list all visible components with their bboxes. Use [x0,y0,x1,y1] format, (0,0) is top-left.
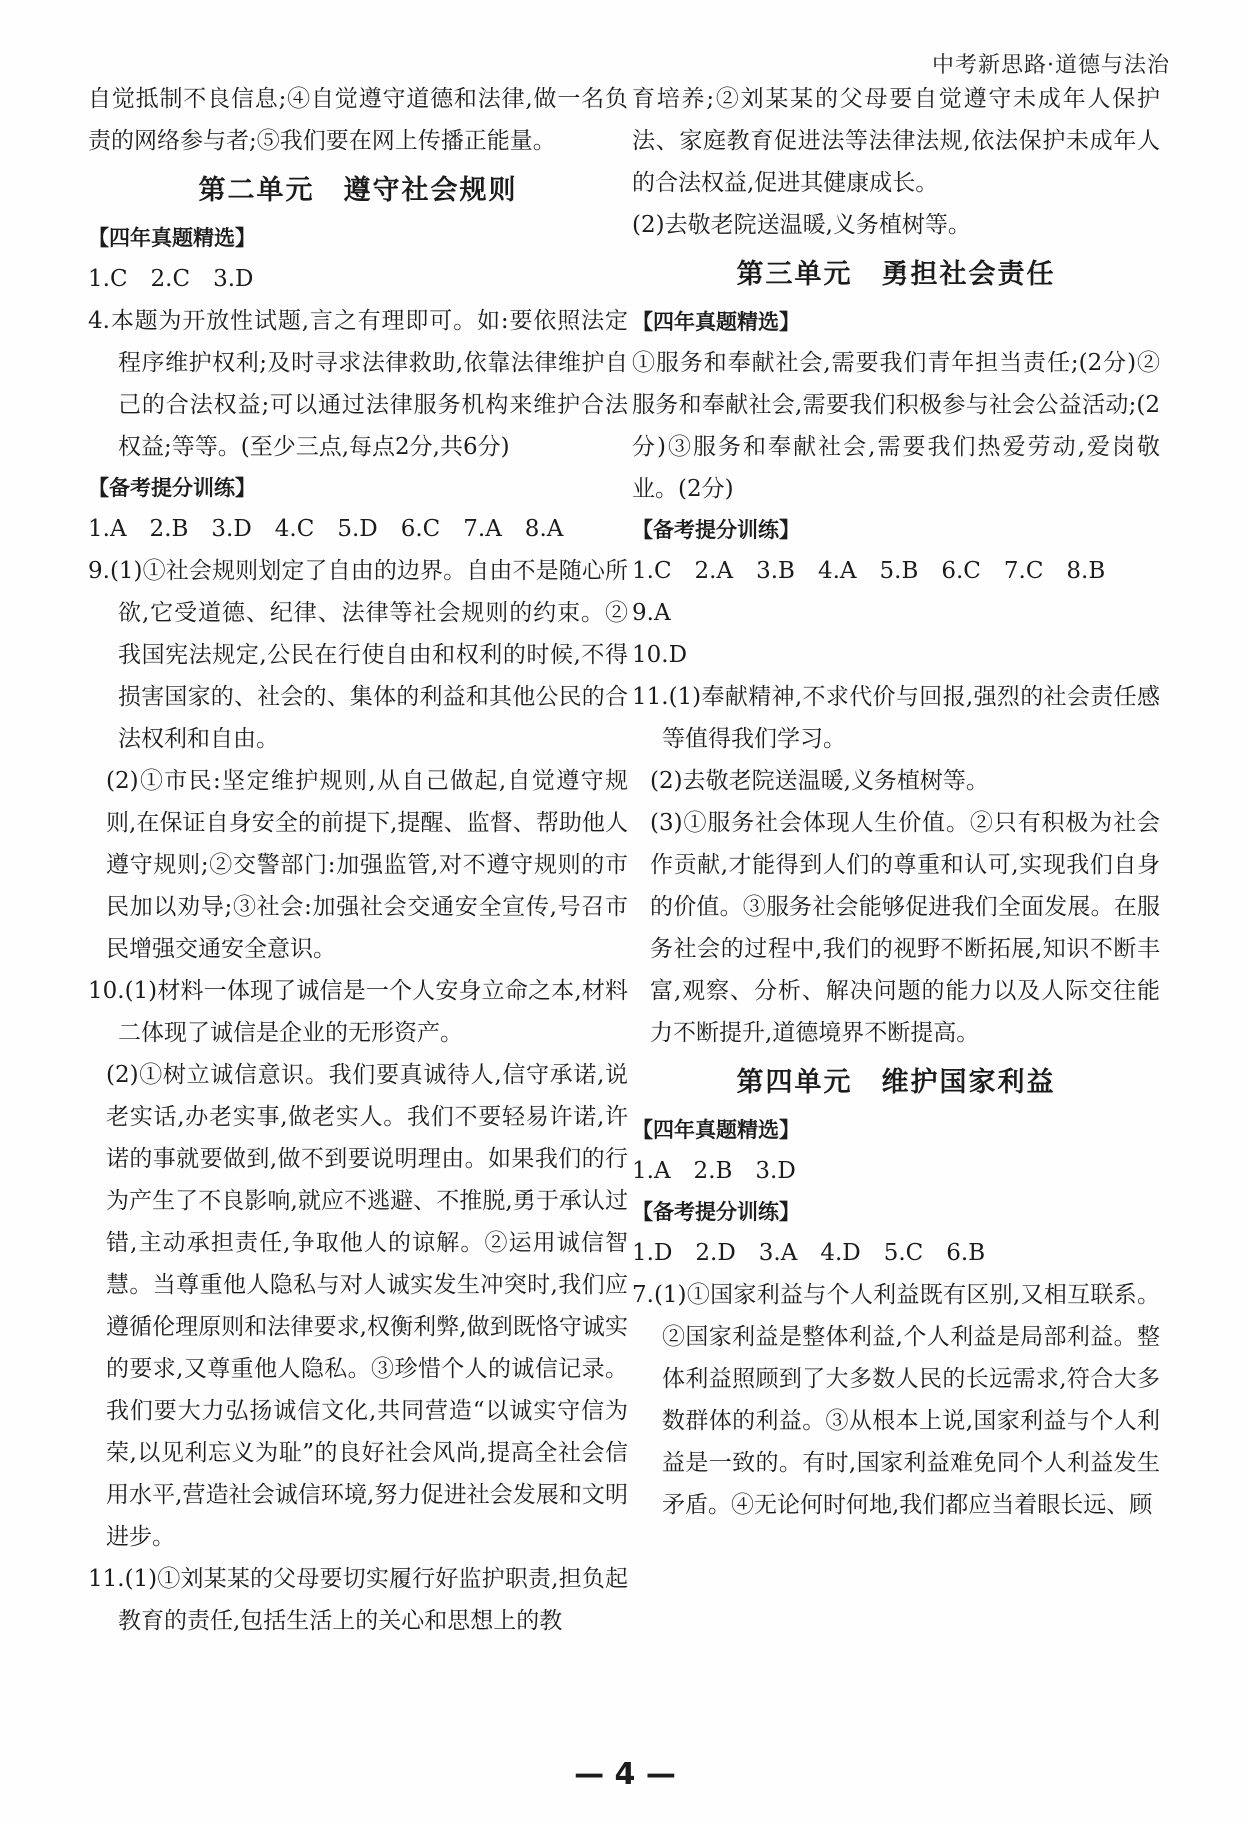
running-header: 中考新思路·道德与法治 [932,53,1170,78]
real-answer: ①服务和奉献社会,需要我们青年担当责任;(2分)②服务和奉献社会,需要我们积极参与社会公益活动;(2分)③服务和奉献社会,需要我们热爱劳动,爱岗敬业。(2分) [632,350,1160,502]
train-mc-answers-3: 1.D 2.D 3.A 4.D 5.C 6.B [632,1240,986,1266]
question-11-part2: (2)去敬老院送温暖,义务植树等。 [632,212,971,238]
question-9-part1: 9.(1)①社会规则划定了自由的边界。自由不是随心所欲,它受道德、纪律、法律等社会规则的约束。②我国宪法规定,公民在行使自由和权利的时候,不得损害国家的、社会的、集体的利益和其他公民的合法权利和自由。 [88,558,628,752]
question-9-part2: (2)①市民:坚定维护规则,从自己做起,自觉遵守规则,在保证自身安全的前提下,提醒、监督、帮助他人遵守规则;②交警部门:加强监管,对不遵守规则的市民加以劝导;③社会:加强社会交通安全宣传,号召市民增强交通安全意识。 [106,768,628,962]
page-number: — 4 — [574,1757,676,1792]
real-mc-answers: 1.C 2.C 3.D [88,266,254,292]
question-10-part2: (2)①树立诚信意识。我们要真诚待人,信守承诺,说老实话,办老实事,做老实人。我们不要轻易许诺,许诺的事就要做到,做不到要说明理由。如果我们的行为产生了不良影响,就应不逃避、不推脱,勇于承认过错,主动承担责任,争取他人的谅解。②运用诚信智慧。当尊重他人隐私与对人诚实发生冲突时,我们应遵循伦理原则和法律要求,权衡利弊,做到既恪守诚实的要求,又尊重他人隐私。③珍惜个人的诚信记录。我们要大力弘扬诚信文化,共同营造“以诚实守信为荣,以见利忘义为耻”的良好社会风尚,提高全社会信用水平,营造社会诚信环境,努力促进社会发展和文明进步。 [106,1062,628,1550]
section-tag-real: 【四年真题精选】 [632,310,800,334]
train-mc-answers-2: 10.D [632,642,688,668]
question-11-part2b: (2)去敬老院送温暖,义务植树等。 [650,768,989,794]
question-10-part1: 10.(1)材料一体现了诚信是一个人安身立命之本,材料二体现了诚信是企业的无形资产。 [88,978,628,1046]
right-column [632,78,1160,1526]
question-4: 4.本题为开放性试题,言之有理即可。如:要依照法定程序维护权利;及时寻求法律救助,依靠法律维护自己的合法权益;可以通过法律服务机构来维护合法权益;等等。(至少三点,每点2分,共6分) [88,308,628,460]
real-mc-answers-2: 1.A 2.B 3.D [632,1158,796,1184]
continued-paragraph: 育培养;②刘某某的父母要自觉遵守未成年人保护法、家庭教育促进法等法律法规,依法保护未成年人的合法权益,促进其健康成长。 [632,86,1160,196]
question-11-part3: (3)①服务社会体现人生价值。②只有积极为社会作贡献,才能得到人们的尊重和认可,实现我们自身的价值。③服务社会能够促进我们全面发展。在服务社会的过程中,我们的视野不断拓展,知识不断丰富,观察、分析、解决问题的能力以及人际交往能力不断提升,道德境界不断提高。 [650,810,1160,1046]
section-tag-train: 【备考提分训练】 [88,476,256,500]
unit2-title: 第二单元 遵守社会规则 [198,175,518,206]
question-11-part1: 11.(1)①刘某某的父母要切实履行好监护职责,担负起教育的责任,包括生活上的关心和思想上的教 [88,1566,628,1634]
left-column [88,78,628,1642]
train-mc-answers: 1.C 2.A 3.B 4.A 5.B 6.C 7.C 8.B 9.A [632,558,1129,626]
unit3-title: 第三单元 勇担社会责任 [736,259,1056,290]
section-tag-real-2: 【四年真题精选】 [632,1118,800,1142]
section-tag-real: 【四年真题精选】 [88,226,256,250]
section-tag-train: 【备考提分训练】 [632,518,800,542]
intro-paragraph: 自觉抵制不良信息;④自觉遵守道德和法律,做一名负责的网络参与者;⑤我们要在网上传播正能量。 [88,86,628,154]
train-mc-answers: 1.A 2.B 3.D 4.C 5.D 6.C 7.A 8.A [88,516,564,542]
section-tag-train-2: 【备考提分训练】 [632,1200,800,1224]
question-7-part1: 7.(1)①国家利益与个人利益既有区别,又相互联系。②国家利益是整体利益,个人利益是局部利益。整体利益照顾到了大多数人民的长远需求,符合大多数群体的利益。③从根本上说,国家利益与个人利益是一致的。有时,国家利益难免同个人利益发生矛盾。④无论何时何地,我们都应当着眼长远、顾 [632,1282,1160,1518]
unit4-title: 第四单元 维护国家利益 [736,1067,1056,1098]
question-11-part1: 11.(1)奉献精神,不求代价与回报,强烈的社会责任感等值得我们学习。 [632,684,1160,752]
